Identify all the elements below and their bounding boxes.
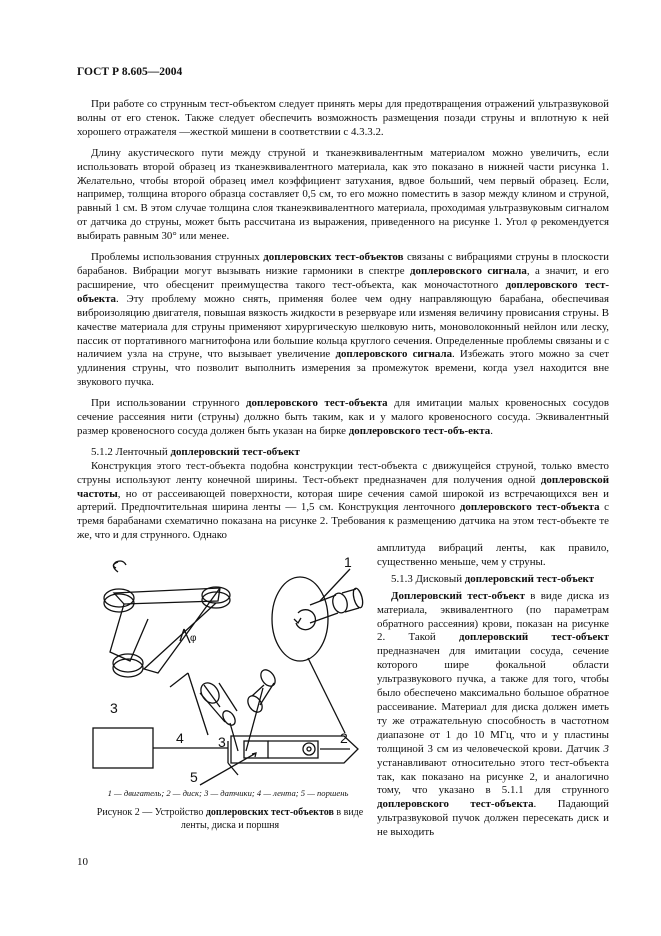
label-2: 2: [340, 730, 348, 746]
figure-caption: Рисунок 2 — Устройство доплеровских тест-объектов в виде ленты, диска и поршня: [96, 807, 364, 831]
right-column-text: [377, 542, 609, 840]
section-5-1-2-heading: 5.1.2 Ленточный доплеровский тест-объект: [91, 445, 300, 458]
figure-2-diagram: [88, 553, 374, 788]
label-3a: 3: [218, 734, 226, 750]
piston-assembly: [228, 736, 358, 775]
figure-legend: 1 — двигатель; 2 — диск; 3 — датчики; 4 — лента; 5 — поршень: [107, 788, 349, 798]
label-5: 5: [190, 769, 198, 785]
main-text: [77, 98, 609, 550]
paragraph-2: Длину акустического пути между струной и тканеэквивалентным материалом можно увеличить, если использовать второй образец из тканеэквивалентного материала, как это показано в нижней части рисунка 1. Желательно, чтобы второй образец имел коэффициент затухания, вдвое больший, чем первый образец. Если, например, толщина второго образца составляет 0,5 см, то его можно поместить в зазор между клином и струной, равный 1 см. В этом случае толщина слоя тканеэквивалентного материала, проходимая ультразвуковым сигналом от датчика до струны, может быть рассчитана из выражения, приведенного на рисунке 1. Угол φ рекомендуется выбирать равным 30° или менее.: [77, 146, 609, 243]
disk-rotation-icon: [294, 618, 301, 623]
label-4: 4: [176, 730, 184, 746]
transducer-2: [245, 667, 278, 715]
paragraph-5-continuation: амплитуда вибраций ленты, как правило, существенно меньше, чем у струны.: [377, 542, 609, 568]
paragraph-6: Доплеровский тест-объект в виде диска из материала, эквивалентного (по параметрам обратного рассеяния) крови, показан на рисунке 2. Такой доплеровский тест-объект предназначен для имитации сосуда, сечение которого шире фокальной области ультразвукового пучка, а также для того, чтобы было обеспечено максимально большое обратное рассеивание. Материал для диска должен иметь ту же отражательную способность в частотном диапазоне от 1 до 10 МГц, что и у пластины толщиной 3 см из человеческой крови. Датчик 3 устанавливают относительно этого тест-объекта так, как показано на рисунке 2, и аналогично тому, что указано в 5.1.1 для струнного доплеровского тест-объекта. Падающий ультразвуковой пучок должен пересекать диск и не выходить: [377, 589, 609, 839]
document-header: ГОСТ Р 8.605—2004: [77, 66, 183, 78]
drum-3: [113, 654, 143, 672]
section-5-1-3-heading: 5.1.3 Дисковый доплеровский тест-объект: [391, 572, 595, 585]
paragraph-3: Проблемы использования струнных доплеровских тест-объектов связаны с вибрациями струны в плоскости барабанов. Вибрации могут вызывать низкие гармоники в спектре доплеровского сигнала, а значит, и его расширение, что обесценит преимущества такого тест-объекта, как моночастотного доплеровского тест-объекта. Эту проблему можно снять, применяя более чем одну направляющую барабана, обеспечивая виброизоляцию двигателя, повышая вязкость жидкости в резервуаре или изменяя величину провисания струны. В качестве материала для струны применяют хирургическую шелковую нить, моноволоконный нейлон или леску, пассик от портативного магнитофона или большие кольца круглого сечения. Определенные проблемы связаны и с наличием узла на струне, что вызывает увеличение доплеровского сигнала. Избежать этого можно за счет удлинения струны, что позволит выполнить измерения за промежуток времени, когда узел находится вне звукового пучка.: [77, 251, 610, 389]
label-1: 1: [344, 554, 352, 570]
paragraph-4: При использовании струнного доплеровского тест-объекта для имитации малых кровеносных сосудов сечение рассеяния нити (струны) должно быть таким, как и у малого кровеносного сосуда. Эквивалентный размер кровеносного сосуда должен быть указан на бирке доплеровского тест-объ-екта.: [77, 397, 609, 437]
paragraph-1: При работе со струнным тест-объектом следует принять меры для предотвращения отражений ультразвуковой волны от его стенок. Также следует обеспечить возможность размещения позади струны и вплотную к ней хорошего отражателя —жесткой мишени в соответствии с 4.3.3.2.: [77, 98, 609, 138]
generator-box: [93, 728, 153, 768]
paragraph-5: Конструкция этого тест-объекта подобна конструкции тест-объекта с движущейся струной, только вместо струны используют ленту конечной ширины. Тест-объект предназначен для получения одной доплеровской частоты, но от рассеивающей поверхности, которая шире сечения самой широкой из встречающихся вен и артерий. Предпочтительная ширина ленты — 1,5 см. Конструкция ленточного доплеровского тест-объекта с тремя барабанами схематично показана на рисунке 2. Требования к размещению датчика на этом тест-объекте те же, что и для струнного. Однако: [77, 459, 609, 542]
page-number: 10: [77, 856, 88, 868]
label-phi: φ: [190, 633, 197, 644]
label-3b: 3: [110, 700, 118, 716]
